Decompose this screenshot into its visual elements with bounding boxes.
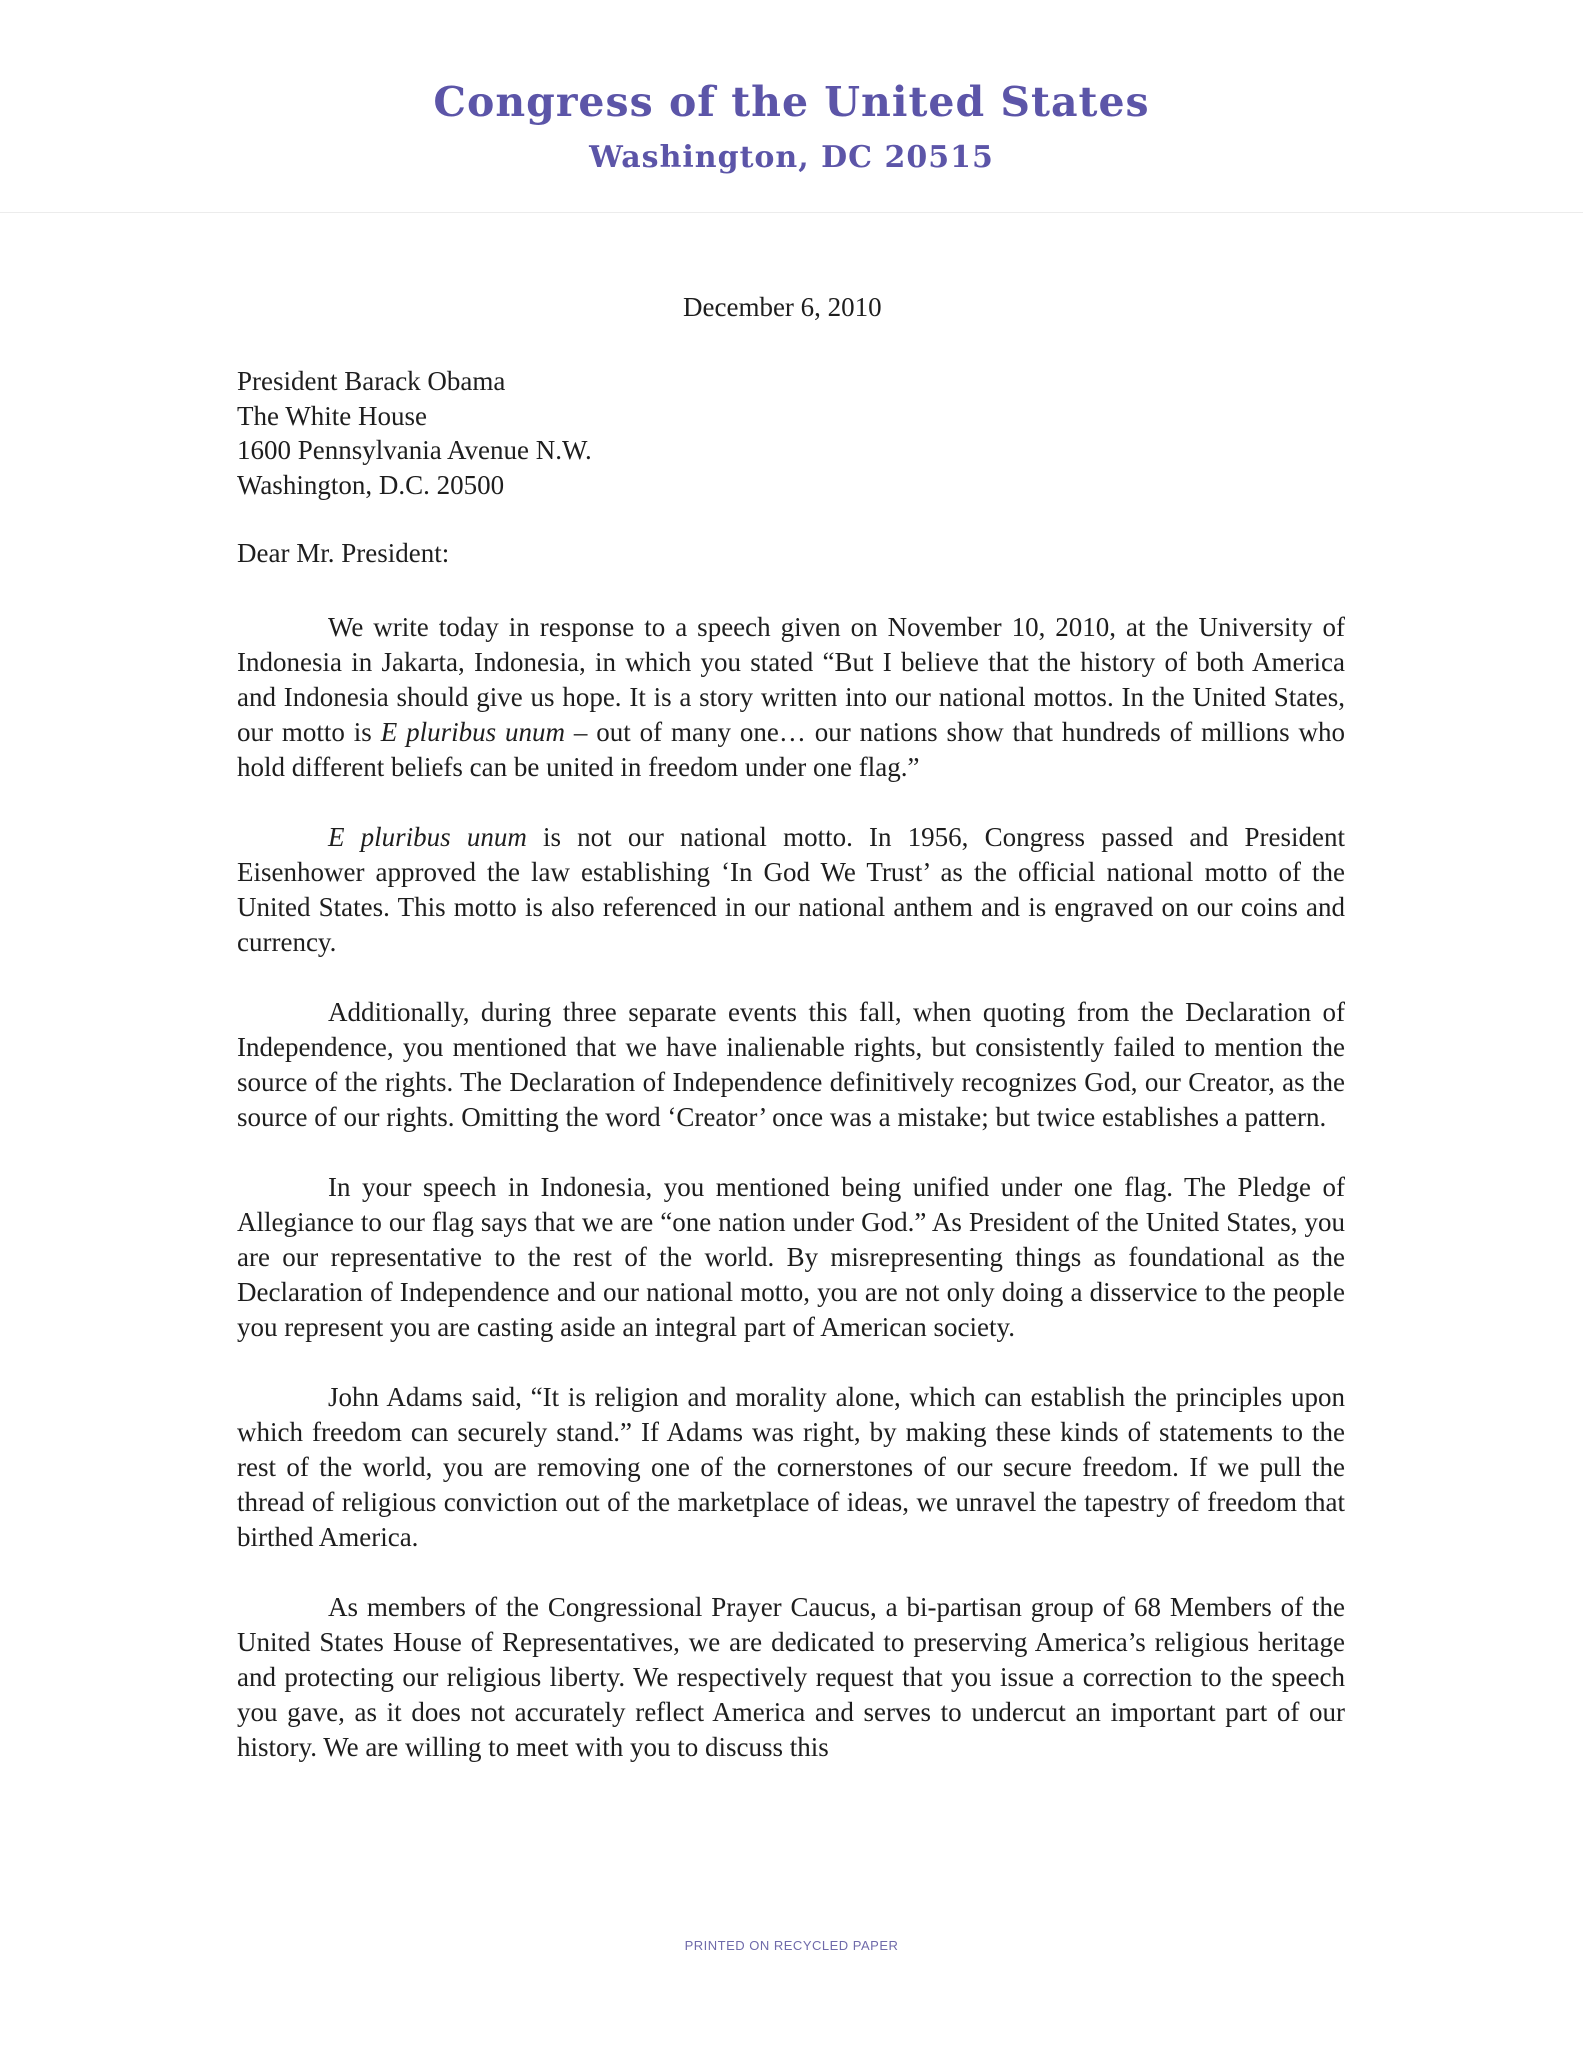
paragraph-4: In your speech in Indonesia, you mentioned being unified under one flag. The Pledge of Allegiance to our flag says that we are “one nation under God.” As President of the United States, you are our representative to the rest of the world. By misrepresenting things as foundational as the Declaration of Independence and our national motto, you are not only doing a disservice to the people you represent you are casting aside an integral part of American society. xyxy=(237,1172,1345,1342)
letterhead-title: Congress of the United States xyxy=(433,78,1150,126)
salutation: Dear Mr. President: xyxy=(237,538,450,568)
paragraph-5: John Adams said, “It is religion and morality alone, which can establish the principles upon which freedom can securely stand.” If Adams was right, by making these kinds of statements to the rest of the world, you are removing one of the cornerstones of our secure freedom. If we pull the thread of religious conviction out of the marketplace of ideas, we unravel the tapestry of freedom that birthed America. xyxy=(237,1382,1345,1552)
letterhead xyxy=(0,0,1583,213)
paragraph-2-text: is not our national motto. In 1956, Congress passed and President Eisenhower approved the law establishing ‘In God We Trust’ as the official national motto of the United States. This motto is also referenced in our national anthem and is engraved on our coins and currency. xyxy=(237,822,1345,957)
letterhead-subtitle: Washington, DC 20515 xyxy=(589,140,994,175)
recipient-organization: The White House xyxy=(237,400,427,431)
recycled-paper-note: PRINTED ON RECYCLED PAPER xyxy=(684,1938,899,1953)
letter-date: December 6, 2010 xyxy=(683,292,882,322)
paragraph-6: As members of the Congressional Prayer Caucus, a bi-partisan group of 68 Members of the United States House of Representatives, we are dedicated to preserving America’s religious heritage and protecting our religious liberty. We respectively request that you issue a correction to the speech you gave, as it does not accurately reflect America and serves to undercut an important part of our history. We are willing to meet with you to discuss this xyxy=(237,1592,1345,1762)
letter-body xyxy=(237,610,1345,1800)
recipient-street: 1600 Pennsylvania Avenue N.W. xyxy=(237,435,592,465)
paragraph-1 xyxy=(237,610,1345,785)
recipient-city: Washington, D.C. 20500 xyxy=(237,469,505,500)
recipient-address xyxy=(237,364,592,502)
paragraph-2-motto: E pluribus unum xyxy=(328,822,527,852)
recipient-name: President Barack Obama xyxy=(237,366,506,396)
paragraph-1-text-a: We write today in response to a speech given on November 10, 2010, at the University of Indonesia in Jakarta, Indonesia, in which you stated “But I believe that the history of both America and Indonesia should give us hope. It is a story written into our national mottos. In the United States, our motto is xyxy=(237,612,1345,747)
paragraph-1-text-b: – out of many one… our nations show that hundreds of millions who hold different beliefs can be united in freedom under one flag.” xyxy=(237,717,1345,782)
paragraph-3: Additionally, during three separate events this fall, when quoting from the Declaration of Independence, you mentioned that we have inalienable rights, but consistently failed to mention the source of the rights. The Declaration of Independence definitively recognizes God, our Creator, as the source of our rights. Omitting the word ‘Creator’ once was a mistake; but twice establishes a pattern. xyxy=(237,997,1345,1132)
paragraph-2 xyxy=(237,820,1345,960)
paragraph-1-motto: E pluribus unum xyxy=(380,717,565,747)
